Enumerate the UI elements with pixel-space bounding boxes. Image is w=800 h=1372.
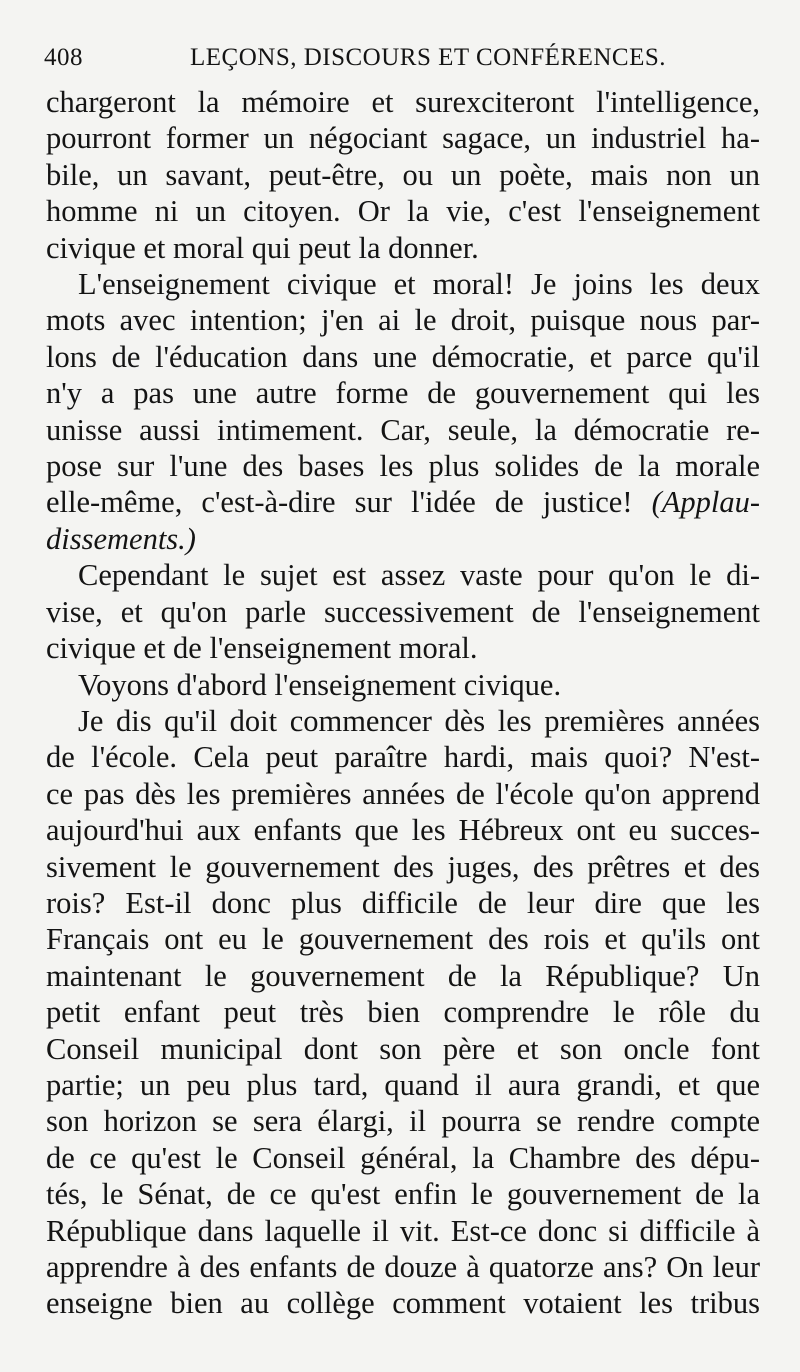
text-line: de ce qu'est le Conseil général, la Chambre des dépu- [46,1140,760,1175]
text-line: bile, un savant, peut-être, ou un poète, mais non un [46,157,760,192]
text-line: unisse aussi intimement. Car, seule, la démocratie re- [46,412,760,447]
text-segment: elle-même, c'est-à-dire sur l'idée de justice! [46,485,652,520]
text-line: pose sur l'une des bases les plus solides de la morale [46,449,760,484]
text-line: Voyons d'abord l'enseignement civique. [78,667,562,702]
text-line: maintenant le gouvernement de la République? Un [46,958,760,993]
italic-aside: (Applau- [651,485,760,520]
text-line: chargeront la mémoire et surexciteront l'intelligence, [46,85,760,119]
paragraph-5 [46,703,760,1322]
text-line: Cependant le sujet est assez vaste pour qu'on le di- [78,558,760,593]
text-line: Conseil municipal dont son père et son oncle font [46,1031,760,1066]
text-line: L'enseignement civique et moral! Je joins les deux [78,267,760,302]
text-line: sivement le gouvernement des juges, des prêtres et des [46,849,760,884]
italic-aside-continuation: dissements.) [46,521,196,556]
text-line-with-italic [46,484,760,520]
text-line: n'y a pas une autre forme de gouvernement qui les [46,376,760,411]
text-line: partie; un peu plus tard, quand il aura grandi, et que [46,1067,760,1102]
text-line: enseigne bien au collège comment votaient les tribus [46,1286,760,1321]
page-number: 408 [44,44,83,71]
paragraph-4 [46,667,760,703]
text-line: ce pas dès les premières années de l'école qu'on apprend [46,776,760,811]
paragraph-3 [46,557,760,666]
text-line: apprendre à des enfants de douze à quatorze ans? On leur [46,1250,760,1284]
running-title: LEÇONS, DISCOURS ET CONFÉRENCES. [190,44,667,71]
body-text [46,84,760,1322]
text-line: vise, et qu'on parle successivement de l'enseignement [46,594,760,629]
text-line: de l'école. Cela peut paraître hardi, mais quoi? N'est- [46,740,760,775]
text-line: rois? Est-il donc plus difficile de leur dire que les [46,885,760,920]
paragraph-2 [46,266,760,557]
text-line: petit enfant peut très bien comprendre le rôle du [46,995,760,1030]
text-line: lons de l'éducation dans une démocratie, et parce qu'il [46,339,760,374]
text-line: tés, le Sénat, de ce qu'est enfin le gouvernement de la [46,1177,760,1212]
text-line: homme ni un citoyen. Or la vie, c'est l'enseignement [46,194,760,229]
text-line: aujourd'hui aux enfants que les Hébreux ont eu succes- [46,813,760,848]
paragraph-1 [46,84,760,266]
page-header [40,40,760,76]
text-line: mots avec intention; j'en ai le droit, puisque nous par- [46,303,760,338]
text-line: Français ont eu le gouvernement des rois et qu'ils ont [46,922,760,957]
text-line: République dans laquelle il vit. Est-ce donc si difficile à [46,1213,760,1248]
text-line: civique et moral qui peut la donner. [46,230,479,265]
text-line: pourront former un négociant sagace, un industriel ha- [46,121,760,156]
text-line: son horizon se sera élargi, il pourra se rendre compte [46,1104,760,1139]
text-line: Je dis qu'il doit commencer dès les premières années [78,703,760,738]
text-line: civique et de l'enseignement moral. [46,631,478,666]
